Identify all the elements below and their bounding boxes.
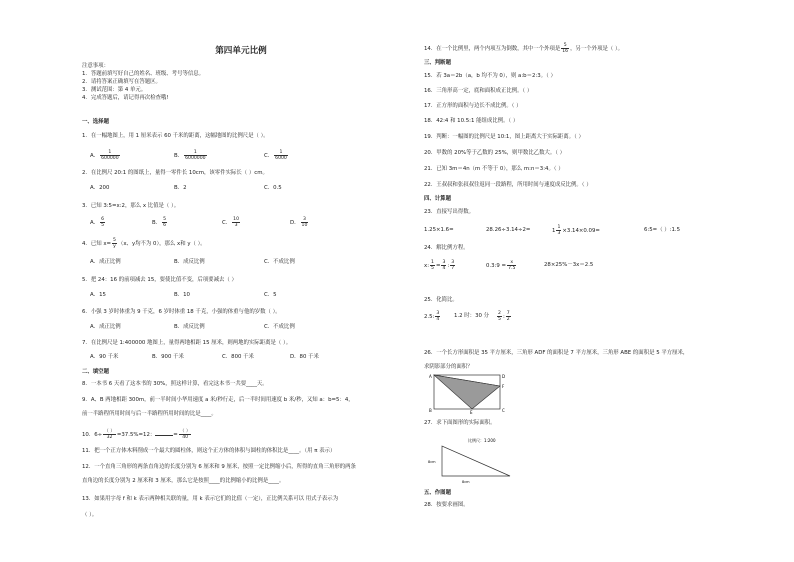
- notice-item: 2．请将答案正确填写在答题区。: [82, 79, 161, 85]
- fraction: $\frac{1}{3}$: [557, 225, 561, 236]
- side-label: 8cm: [428, 460, 436, 464]
- triangle-figure: [426, 432, 526, 488]
- fraction: $\frac{1}{5}$: [431, 260, 434, 271]
- question-9-cont: 前一半路程所用时间与后一半路程所用时间的比是____。: [82, 411, 217, 417]
- option-c: C． $\frac{1}{6000}$: [264, 150, 287, 161]
- fraction: $\frac{1}{600000}$: [101, 150, 119, 161]
- vertex-label: C: [502, 408, 505, 413]
- fraction: $\frac{10}{3}$: [233, 217, 240, 228]
- question-16: 16．三角形高一定，底和面积成正比例。（ ）: [424, 88, 533, 94]
- fraction: $\frac{3}{10}$: [301, 217, 308, 228]
- fraction: $\frac{1}{6000}$: [275, 150, 287, 161]
- expression: 6:5=（ ）:1.5: [644, 227, 681, 233]
- question-13: 13．如果用字母 f 和 k 表示两种相关联的量，用 k 表示它们的比值（一定），正比例关系可以 用式子表示为: [82, 496, 339, 502]
- question-15: 15．若 3a＝2b（a，b 均不为 0），则 a:b＝2:3。（ ）: [424, 73, 556, 79]
- option-d: D．80 千米: [290, 354, 319, 360]
- section-heading: 五、作图题: [424, 490, 451, 496]
- question-1: 1．在一幅地图上，用 1 厘米表示 60 千米的距离，这幅地图的比例尺是（ ）。: [82, 133, 269, 139]
- option-c: C．不成比例: [264, 324, 295, 330]
- option-b: B．成反比例: [174, 259, 205, 265]
- section-heading: 三、判断题: [424, 60, 451, 66]
- option-b: B． $\frac{1}{6000000}$: [174, 150, 206, 161]
- right-triangle: [442, 446, 510, 476]
- option-a: A．90 千米: [90, 354, 119, 360]
- fraction: $\frac{3}{7}$: [451, 260, 455, 271]
- question-14: 14．在一个比例里，两个内项互为倒数，其中一个外项是 $\frac{5}{16}$ ，另一个外项是（ ）。: [424, 43, 624, 54]
- notice-header: 注意事项：: [82, 63, 109, 69]
- vertex-label: A: [429, 374, 432, 379]
- shaded-triangle: [434, 375, 500, 409]
- fraction: $\frac{2}{5}$: [498, 311, 501, 322]
- question-7: 7．在比例尺是 1:400000 地图上，量得两地相距 15 厘米，则两地的实际距离是（ ）。: [82, 340, 292, 346]
- question-20: 20．甲数的 20%等于乙数的 25%，则甲数比乙数大。（ ）: [424, 150, 566, 156]
- scale-label: 比例尺：1:200: [468, 438, 496, 443]
- equation: 0.3:9 = $\frac{x}{7.5}$: [486, 260, 516, 271]
- fraction: $\frac{3}{4}$: [436, 311, 440, 322]
- option-d: D． $\frac{3}{10}$: [290, 217, 308, 228]
- vertex-label: B: [429, 408, 432, 413]
- question-12: 12．一个直角三角形的两条直角边的长度分别为 6 厘米和 9 厘米，按照一定比例缩小后，所得的直角三角形的两条: [82, 464, 356, 470]
- option-a: A． $\frac{6}{5}$: [90, 217, 105, 228]
- option-b: B．成反比例: [174, 324, 205, 330]
- option-a: A．200: [90, 185, 110, 191]
- question-21: 21．已知 3m＝4n（m 不等于 0），那么 m:n＝3:4。（ ）: [424, 166, 564, 172]
- ratio-expression: 2.5: $\frac{3}{4}$: [424, 311, 440, 322]
- fraction: $\frac{5}{16}$: [562, 43, 569, 54]
- fraction: $\frac{x}{7.5}$: [508, 260, 516, 271]
- question-4: 4．已知 x= $\frac{5}{y}$ （x、y均不为 0），那么 x和 y（ ）。: [82, 238, 206, 249]
- question-12-cont: 直角边的长度分别为 2 厘米和 3 厘米，那么它是按照____的比例缩小的比例是____。: [82, 478, 285, 484]
- notice-item: 4．完成答题后，请记得再次检查哦!: [82, 95, 169, 101]
- question-22: 22．王叔叔和张叔叔往返同一段路程，所用时间与速度成反比例。（ ）: [424, 182, 592, 188]
- option-a: A．15: [90, 292, 106, 298]
- fraction: $\frac{1}{6000000}$: [185, 150, 206, 161]
- equation: 28×25%－3x＝2.5: [544, 262, 594, 268]
- option-c: C． $\frac{10}{3}$: [222, 217, 240, 228]
- fraction: $\frac{( )}{32}$: [104, 429, 115, 440]
- option-c: C．不成比例: [264, 259, 295, 265]
- ratio-expression: 1.2 时：30 分: [454, 313, 490, 319]
- expression: 1 $\frac{1}{3}$ ×3.14×0.09=: [552, 225, 600, 236]
- option-b: B．900 千米: [152, 354, 184, 360]
- option-b: B． $\frac{5}{6}$: [152, 217, 167, 228]
- question-17: 17．正方形的面积与边长不成比例。（ ）: [424, 103, 522, 109]
- option-b: B．2: [174, 185, 187, 191]
- section-heading: 二、填空题: [82, 369, 109, 375]
- notice-item: 3．测试范围：第 4 单元。: [82, 87, 147, 93]
- question-8: 8．一本书 6 天看了这本书的 30%，照这样计算，看完这本书一共要____天。: [82, 381, 268, 387]
- option-c: C．800 千米: [222, 354, 254, 360]
- question-9: 9．A、B 两地相距 300m，前一半时间小华用速度 a 米/秒行走，后一半时间用速度 b 米/秒，又知 a：b=5：4，: [82, 397, 354, 403]
- question-28: 28．按要求画图。: [424, 502, 469, 508]
- fraction: $\frac{5}{6}$: [163, 217, 167, 228]
- fraction: $\frac{3}{4}$: [442, 260, 446, 271]
- question-5: 5．把 24：16 的前项减去 15，要使比值不变，后项要减去（ ）: [82, 277, 237, 283]
- answer-blank: [155, 435, 173, 436]
- question-3: 3．已知 3:5=x:2，那么 x 比值是（ ）。: [82, 203, 180, 209]
- option-a: A．成正比例: [90, 259, 121, 265]
- question-26-cont: 求阴影部分的面积？: [424, 364, 473, 370]
- question-18: 18．42:4 和 10.5:1 能组成比例。（ ）: [424, 118, 519, 124]
- option-c: C．5: [264, 292, 277, 298]
- option-b: B．10: [174, 292, 190, 298]
- question-19: 19．判断：一幅图的比例尺是 10:1，图上距离大于实际距离。（ ）: [424, 134, 584, 140]
- section-heading: 一、选择题: [82, 119, 109, 125]
- ratio-expression: $\frac{2}{5}$ : $\frac{7}{2}$: [498, 311, 510, 322]
- question-23: 23．直接写出得数。: [424, 209, 474, 215]
- side-label: 8cm: [462, 480, 470, 484]
- section-heading: 四、计算题: [424, 196, 451, 202]
- question-13-cont: （ ）。: [82, 512, 98, 518]
- equation: x: $\frac{1}{5}$ = $\frac{3}{4}$ : $\frac{3}{7}$: [424, 260, 455, 271]
- expression: 1.25×1.6=: [424, 227, 454, 233]
- page-title: 第四单元比例: [215, 46, 267, 56]
- option-c: C．0.5: [264, 185, 282, 191]
- question-6: 6．小强 3 岁时体重为 9 千克，6 岁时体重 18 千克，小强的体重与他的岁数（ ）。: [82, 309, 281, 315]
- question-2: 2．在比例尺 20:1 的图纸上，量得一零件长 10cm，该零件实际长（ ）cm。: [82, 170, 268, 176]
- option-a: A．成正比例: [90, 324, 121, 330]
- question-27: 27．求下面图形的实际面积。: [424, 420, 496, 426]
- vertex-label: F: [502, 384, 505, 389]
- question-10: 10．6÷ $\frac{( )}{32}$ =37.5%=12： = $\frac{( )}{40}$: [82, 429, 191, 440]
- fraction: $\frac{5}{y}$: [113, 238, 116, 249]
- question-25: 25．化简比。: [424, 297, 458, 303]
- rectangle-figure: [428, 372, 508, 414]
- vertex-label: D: [502, 374, 506, 379]
- fraction: $\frac{7}{2}$: [506, 311, 510, 322]
- vertex-label: E: [470, 410, 473, 414]
- expression: 28.26÷3.14÷2=: [486, 227, 531, 233]
- notice-item: 1．答题前填写好自己的姓名、班级、考号等信息。: [82, 71, 205, 77]
- question-26: 26．一个长方形面积是 35 平方厘米，三角形 ADF 的面积是 7 平方厘米，三角形 ABE 的面积是 5 平方厘米，: [424, 350, 689, 356]
- question-11: 11．把一个正方体木料削成一个最大的圆柱体，则这个正方体的体积与圆柱的体积比是____。（用 π 表示）: [82, 448, 336, 454]
- option-a: A． $\frac{1}{600000}$: [90, 150, 119, 161]
- question-24: 24．解比例方程。: [424, 245, 469, 251]
- fraction: $\frac{( )}{40}$: [179, 429, 191, 440]
- fraction: $\frac{6}{5}$: [101, 217, 105, 228]
